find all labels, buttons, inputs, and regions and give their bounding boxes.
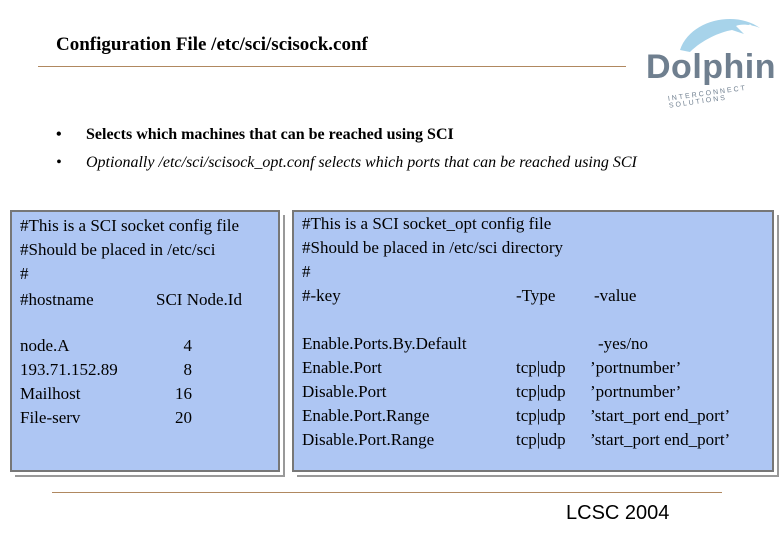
column-header-type: -Type xyxy=(516,286,556,305)
bullet-item xyxy=(56,124,736,146)
bullet-text: Selects which machines that can be reached using SCI xyxy=(86,126,454,143)
column-header-key: #-key xyxy=(302,286,341,305)
option-key: Enable.Ports.By.Default xyxy=(302,334,467,353)
option-value: -yes/no xyxy=(598,334,649,353)
logo-wordmark: Dolphin xyxy=(646,48,777,86)
option-key: Enable.Port xyxy=(302,358,382,377)
bullet-dot-icon: • xyxy=(56,154,62,171)
node-id: 20 xyxy=(175,408,192,427)
host-name: node.A xyxy=(20,336,70,355)
option-key: Disable.Port xyxy=(302,382,387,401)
column-header-hostname: #hostname xyxy=(20,290,94,309)
comment-line: # xyxy=(302,262,311,281)
host-name: 193.71.152.89 xyxy=(20,360,118,379)
comment-line: #Should be placed in /etc/sci xyxy=(20,240,216,259)
option-value: ’start_port end_port’ xyxy=(590,430,731,449)
option-type: tcp|udp xyxy=(516,382,566,401)
bullet-list xyxy=(56,124,736,180)
option-type: tcp|udp xyxy=(516,358,566,377)
option-value: ’portnumber’ xyxy=(590,382,682,401)
option-value: ’portnumber’ xyxy=(590,358,682,377)
option-key: Disable.Port.Range xyxy=(302,430,435,449)
comment-line: # xyxy=(20,264,29,283)
footer-text: LCSC 2004 xyxy=(566,502,670,524)
option-key: Enable.Port.Range xyxy=(302,406,430,425)
node-id: 4 xyxy=(183,336,192,355)
comment-line: #This is a SCI socket_opt config file xyxy=(302,214,552,233)
host-name: File-serv xyxy=(20,408,81,427)
bullet-item xyxy=(56,152,736,174)
logo-tagline: INTERCONNECT SOLUTIONS xyxy=(667,84,748,110)
footer-divider xyxy=(52,492,722,493)
option-value: ’start_port end_port’ xyxy=(590,406,731,425)
host-name: Mailhost xyxy=(20,384,81,403)
column-header-value: -value xyxy=(594,286,637,305)
scisock-conf-box xyxy=(10,210,280,472)
slide-title: Configuration File /etc/sci/scisock.conf xyxy=(56,34,368,55)
bullet-text: Optionally /etc/sci/scisock_opt.conf selects which ports that can be reached using SCI xyxy=(86,154,637,171)
column-header-node-id: SCI Node.Id xyxy=(156,290,242,309)
scisock-opt-conf-box xyxy=(292,210,774,472)
comment-line: #Should be placed in /etc/sci directory xyxy=(302,238,564,257)
comment-line: #This is a SCI socket config file xyxy=(20,216,240,235)
node-id: 16 xyxy=(175,384,192,403)
node-id: 8 xyxy=(183,360,192,379)
dolphin-logo xyxy=(640,10,780,110)
option-type: tcp|udp xyxy=(516,430,566,449)
title-divider xyxy=(38,66,626,67)
bullet-dot-icon: • xyxy=(56,126,62,143)
option-type: tcp|udp xyxy=(516,406,566,425)
